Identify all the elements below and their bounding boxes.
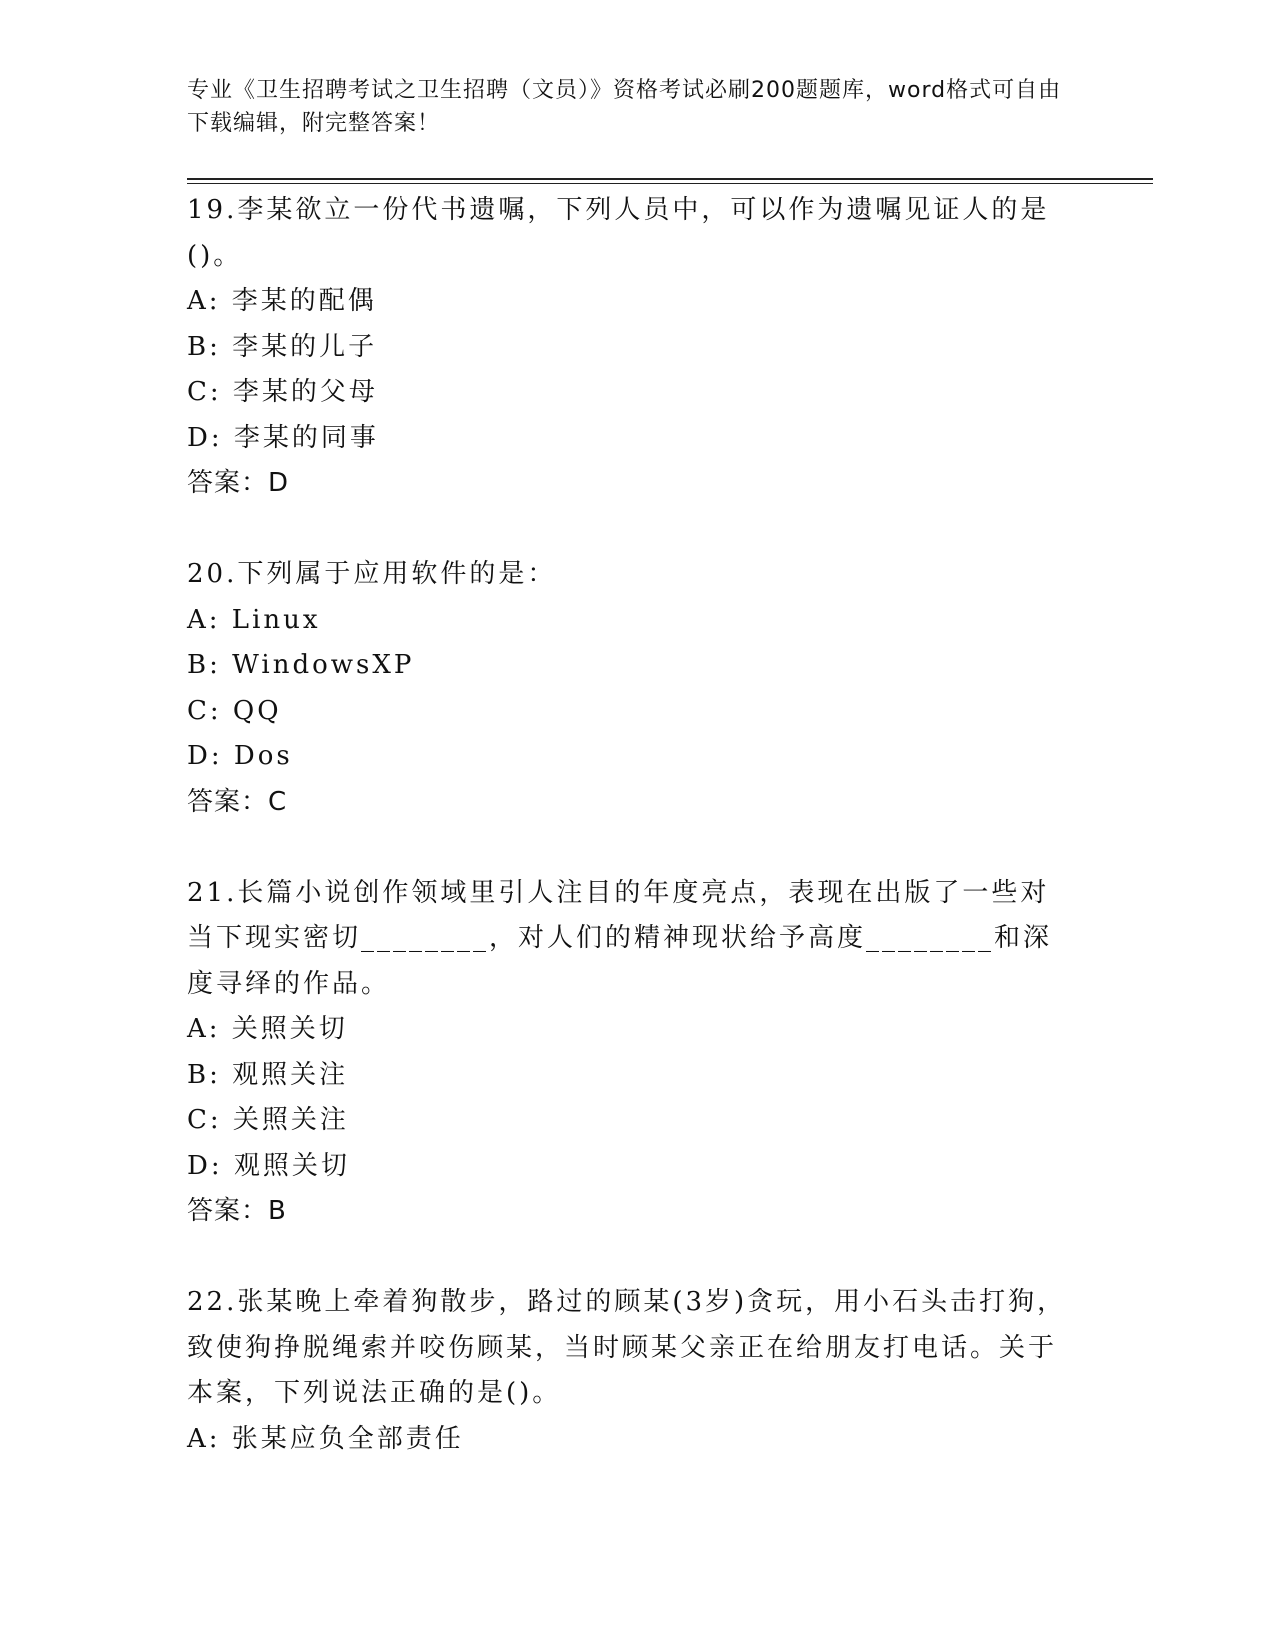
option-b: B: 李某的儿子 bbox=[187, 331, 378, 362]
question-19 bbox=[187, 188, 1067, 507]
question-stem: 21.长篇小说创作领域里引人注目的年度亮点，表现在出版了一些对当下现实密切________，对人们的精神现状给予高度________和深度寻绎的作品。 bbox=[187, 877, 1053, 999]
option-a: A: 李某的配偶 bbox=[187, 286, 377, 316]
question-stem: 19.李某欲立一份代书遗嘱，下列人员中，可以作为遗嘱见证人的是()。 bbox=[187, 195, 1050, 271]
option-b: B: WindowsXP bbox=[187, 650, 415, 680]
option-d: D: 观照关切 bbox=[187, 1150, 350, 1181]
option-c: C: 李某的父母 bbox=[187, 377, 378, 407]
option-a: A: 张某应负全部责任 bbox=[187, 1423, 464, 1454]
page-header: 专业《卫生招聘考试之卫生招聘（文员）》资格考试必刷200题题库，word格式可自由下载编辑，附完整答案！ bbox=[187, 78, 1062, 136]
option-c: C: 关照关注 bbox=[187, 1105, 349, 1135]
question-gap bbox=[187, 825, 1067, 871]
answer-line: 答案：B bbox=[187, 1196, 287, 1226]
option-a: A: 关照关切 bbox=[187, 1014, 348, 1044]
question-22 bbox=[187, 1280, 1067, 1462]
answer-line: 答案：C bbox=[187, 786, 288, 817]
answer-line: 答案：D bbox=[187, 468, 290, 498]
header-divider-thin bbox=[187, 183, 1153, 184]
question-stem: 22.张某晚上牵着狗散步，路过的顾某(3岁)贪玩，用小石头击打狗，致使狗挣脱绳索并咬伤顾某，当时顾某父亲正在给朋友打电话。关于本案，下列说法正确的是()。 bbox=[187, 1287, 1067, 1408]
question-21 bbox=[187, 871, 1067, 1235]
header-divider bbox=[187, 178, 1153, 180]
option-d: D: 李某的同事 bbox=[187, 422, 379, 453]
question-20 bbox=[187, 552, 1067, 825]
question-gap bbox=[187, 1235, 1067, 1281]
question-gap bbox=[187, 507, 1067, 553]
option-a: A: Linux bbox=[187, 604, 321, 635]
question-list bbox=[187, 188, 1067, 1462]
option-d: D: Dos bbox=[187, 741, 293, 771]
question-stem: 20.下列属于应用软件的是： bbox=[187, 559, 557, 589]
option-b: B: 观照关注 bbox=[187, 1059, 349, 1090]
option-c: C: QQ bbox=[187, 695, 282, 726]
